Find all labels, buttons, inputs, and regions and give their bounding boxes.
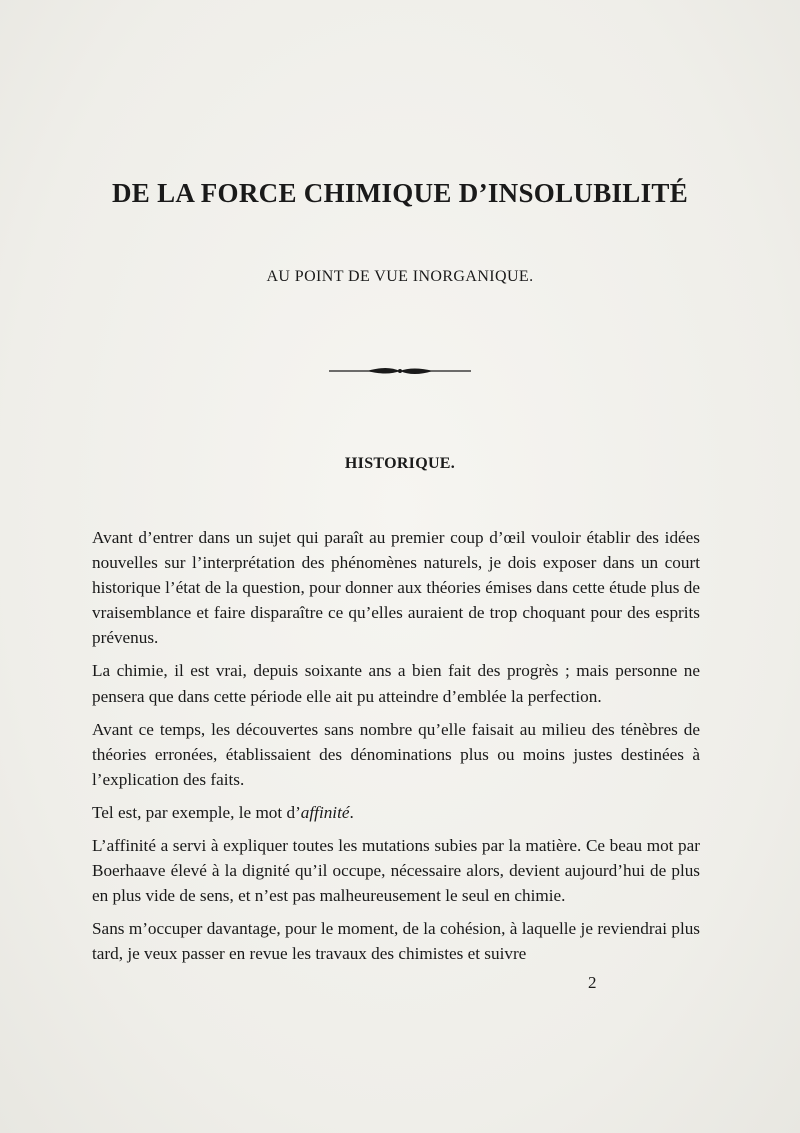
section-heading: HISTORIQUE. bbox=[344, 455, 456, 472]
paragraph: La chimie, il est vrai, depuis soixante ans a bien fait des progrès ; mais personne ne pensera que dans cette période elle ait pu atteindre d’emblée la perfection. bbox=[92, 661, 700, 706]
ornament-divider-icon bbox=[327, 363, 473, 379]
paragraph: Avant d’entrer dans un sujet qui paraît au premier coup d’œil vouloir établir des idées nouvelles sur l’interprétation des phénomènes naturels, je dois exposer dans un court historique l’état de la question, pour donner aux théories émises dans cette étude plus de vraisemblance et faire disparaître ce qu’elles auraient de trop choquant pour des esprits prévenus. bbox=[92, 528, 700, 648]
document-title: DE LA FORCE CHIMIQUE D’INSOLUBILITÉ bbox=[111, 178, 689, 208]
paragraph: L’affinité a servi à expliquer toutes les mutations subies par la matière. Ce beau mot par Boerhaave élevé à la dignité qu’il occupe, nécessaire alors, devient aujourd’hui de plus en plus vide de sens, et n’est pas malheureusement le seul en chimie. bbox=[92, 836, 700, 906]
body-text bbox=[92, 525, 700, 975]
document-subtitle: AU POINT DE VUE INORGANIQUE. bbox=[266, 268, 534, 285]
example-word: affinité bbox=[300, 802, 350, 822]
paragraph: Sans m’occuper davantage, pour le moment, de la cohésion, à laquelle je reviendrai plus tard, je veux passer en revue les travaux des chimistes et suivre bbox=[92, 919, 700, 964]
example-suffix: . bbox=[349, 802, 354, 822]
paragraph: Avant ce temps, les découvertes sans nombre qu’elle faisait au milieu des ténèbres de théories erronées, établissaient des dénominations plus ou moins justes destinées à l’explication des faits. bbox=[92, 719, 700, 789]
example-paragraph bbox=[92, 800, 700, 825]
signature-mark: 2 bbox=[588, 973, 597, 992]
example-prefix: Tel est, par exemple, le mot d’ bbox=[92, 802, 301, 822]
